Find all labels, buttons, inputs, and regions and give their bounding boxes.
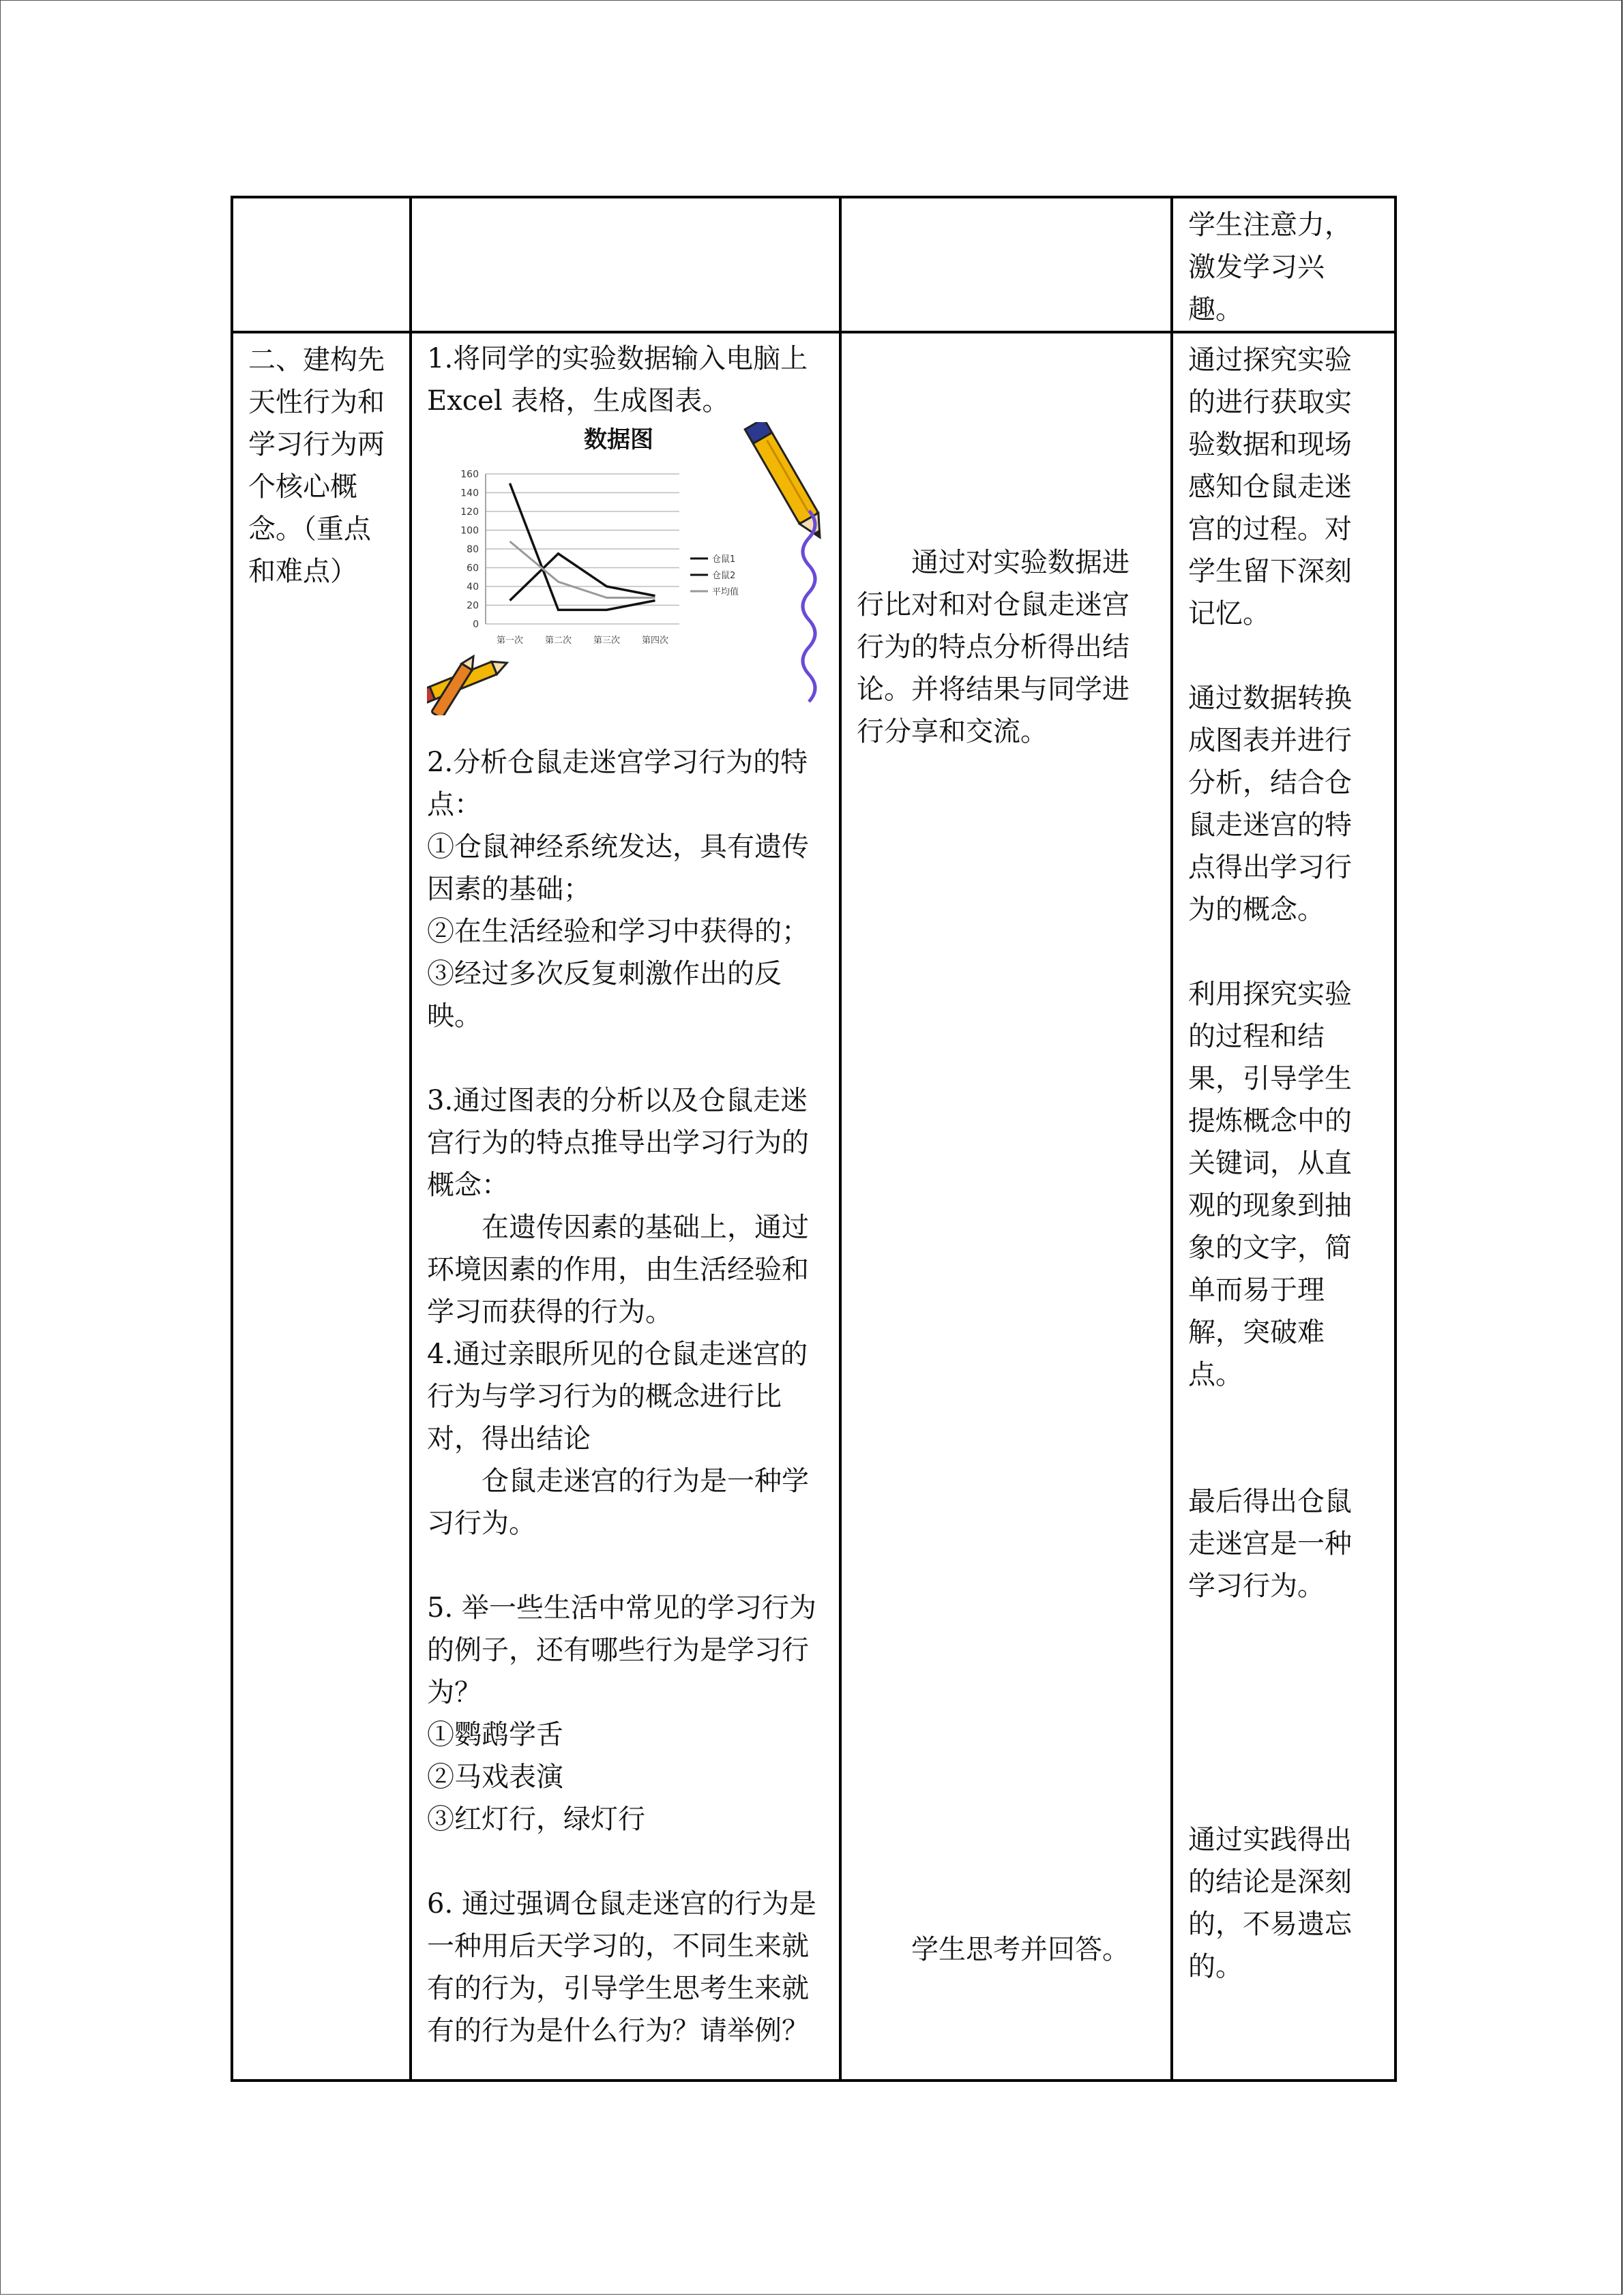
line: 5. 举一些生活中常见的学习行为 xyxy=(427,1592,816,1624)
line: Excel 表格，生成图表。 xyxy=(427,385,730,417)
table-row xyxy=(232,332,1396,2081)
line: 最后得出仓鼠 xyxy=(1188,1486,1352,1517)
line: 3.通过图表的分析以及仓鼠走迷 xyxy=(427,1085,808,1116)
line: 学习而获得的行为。 xyxy=(427,1296,673,1328)
chart-title: 数据图 xyxy=(584,426,653,453)
line: 提炼概念中的 xyxy=(1188,1105,1352,1137)
line: 点。 xyxy=(1188,1359,1243,1390)
squiggle-line-icon xyxy=(803,511,815,702)
line: 行分享和交流。 xyxy=(857,716,1048,747)
line: 的进行获取实 xyxy=(1188,387,1352,418)
line: 宫行为的特点推导出学习行为的 xyxy=(427,1127,809,1159)
line: 有的行为，引导学生思考生来就 xyxy=(427,1973,809,2004)
line: 对，得出结论 xyxy=(427,1423,591,1455)
line: 通过实践得出 xyxy=(1188,1824,1352,1855)
line: 成图表并进行 xyxy=(1188,725,1352,756)
y-tick-label: 60 xyxy=(467,563,479,574)
line: 1.将同学的实验数据输入电脑上 xyxy=(427,343,808,374)
chart-svg xyxy=(427,422,831,715)
data-chart xyxy=(427,422,831,715)
line: 一种用后天学习的，不同生来就 xyxy=(427,1930,809,1962)
design-intent-cell xyxy=(1172,332,1396,2081)
line: 4.通过亲眼所见的仓鼠走迷宫的 xyxy=(427,1339,808,1370)
line: 激发学习兴 xyxy=(1188,252,1325,283)
line: 鼠走迷宫的特 xyxy=(1188,809,1352,841)
stage-cell xyxy=(232,332,411,2081)
line: 和难点） xyxy=(248,556,357,587)
line: 个核心概 xyxy=(248,471,357,503)
student-activity-block xyxy=(857,541,1160,753)
line: ③红灯行，绿灯行 xyxy=(427,1804,645,1835)
line: 通过数据转换 xyxy=(1188,683,1352,714)
y-tick-label: 100 xyxy=(460,525,479,537)
line: 2.分析仓鼠走迷宫学习行为的特 xyxy=(427,747,808,778)
x-tick-label: 第四次 xyxy=(641,636,669,646)
y-tick-label: 120 xyxy=(460,507,479,518)
line: 行比对和对仓鼠走迷宫 xyxy=(857,589,1130,621)
line: 单而易于理 xyxy=(1188,1274,1325,1306)
line: 果，引导学生 xyxy=(1188,1063,1352,1094)
line: 学生留下深刻 xyxy=(1188,556,1352,587)
line: 念。（重点 xyxy=(248,513,371,545)
line: 分析，结合仓 xyxy=(1188,767,1352,799)
line: 在遗传因素的基础上，通过 xyxy=(482,1212,809,1243)
line: 的过程和结 xyxy=(1188,1021,1325,1052)
line: 的例子，还有哪些行为是学习行 xyxy=(427,1635,809,1666)
line: 6. 通过强调仓鼠走迷宫的行为是 xyxy=(427,1888,816,1920)
line: 的，不易遗忘 xyxy=(1188,1909,1352,1940)
line: 学生注意力， xyxy=(1188,209,1352,241)
line: 走迷宫是一种 xyxy=(1188,1528,1352,1560)
row1-intent-cell xyxy=(1172,197,1396,332)
line: 记忆。 xyxy=(1188,598,1270,629)
line: 有的行为是什么行为？请举例？ xyxy=(427,2015,809,2046)
y-tick-label: 160 xyxy=(460,469,479,480)
row1-teacher-cell xyxy=(411,197,840,332)
student-activity-cell xyxy=(840,332,1172,2081)
line: 仓鼠走迷宫的行为是一种学 xyxy=(482,1465,809,1497)
line: 环境因素的作用，由生活经验和 xyxy=(427,1254,809,1285)
row1-student-cell xyxy=(840,197,1172,332)
line: 天性行为和 xyxy=(248,387,385,418)
y-tick-label: 140 xyxy=(460,488,479,499)
table-row xyxy=(232,197,1396,332)
line: 通过对实验数据进 xyxy=(911,547,1130,578)
y-tick-label: 80 xyxy=(467,544,479,555)
line: 验数据和现场 xyxy=(1188,429,1352,460)
x-tick-label: 第三次 xyxy=(593,636,621,646)
line: 利用探究实验 xyxy=(1188,979,1352,1010)
line: 概念： xyxy=(427,1169,509,1201)
student-activity-block xyxy=(857,1928,1160,1971)
line: 映。 xyxy=(427,1000,482,1032)
line: 习行为。 xyxy=(427,1508,536,1539)
line: 的结论是深刻 xyxy=(1188,1866,1352,1898)
line: 趣。 xyxy=(1188,294,1243,325)
line: 点得出学习行 xyxy=(1188,852,1352,883)
line: 点： xyxy=(427,789,482,820)
line: 因素的基础； xyxy=(427,874,591,905)
y-tick-label: 0 xyxy=(473,619,479,630)
line: ①鹦鹉学舌 xyxy=(427,1719,563,1750)
line: 的。 xyxy=(1188,1951,1243,1982)
line: 解，突破难 xyxy=(1188,1317,1325,1348)
line: 行为与学习行为的概念进行比 xyxy=(427,1381,782,1412)
line: 学习行为。 xyxy=(1188,1570,1325,1602)
legend-label: 平均值 xyxy=(712,587,739,597)
line: ②马戏表演 xyxy=(427,1761,563,1793)
line: 论。并将结果与同学进 xyxy=(857,674,1130,705)
line: 为？ xyxy=(427,1677,482,1708)
row1-stage-cell xyxy=(232,197,411,332)
line: 学习行为两 xyxy=(248,429,385,460)
lesson-plan-table xyxy=(231,196,1397,2082)
line: 感知仓鼠走迷 xyxy=(1188,471,1352,503)
line: 观的现象到抽 xyxy=(1188,1190,1352,1221)
line: 关键词，从直 xyxy=(1188,1148,1352,1179)
x-tick-label: 第一次 xyxy=(496,636,524,646)
x-tick-label: 第二次 xyxy=(544,636,572,646)
line: ②在生活经验和学习中获得的； xyxy=(427,916,809,947)
y-tick-label: 40 xyxy=(467,582,479,593)
line: ①仓鼠神经系统发达，具有遗传 xyxy=(427,831,809,863)
y-tick-label: 20 xyxy=(467,600,479,612)
line: ③经过多次反复刺激作出的反 xyxy=(427,958,782,989)
line: 通过探究实验 xyxy=(1188,344,1352,376)
legend-label: 仓鼠1 xyxy=(712,554,736,565)
line: 学生思考并回答。 xyxy=(911,1934,1130,1965)
line: 行为的特点分析得出结 xyxy=(857,631,1130,663)
legend-label: 仓鼠2 xyxy=(712,571,736,581)
line: 象的文字，简 xyxy=(1188,1232,1352,1264)
line: 宫的过程。对 xyxy=(1188,513,1352,545)
teacher-activity-cell xyxy=(411,332,840,2081)
line: 为的概念。 xyxy=(1188,894,1325,925)
line: 二、建构先 xyxy=(248,344,385,376)
